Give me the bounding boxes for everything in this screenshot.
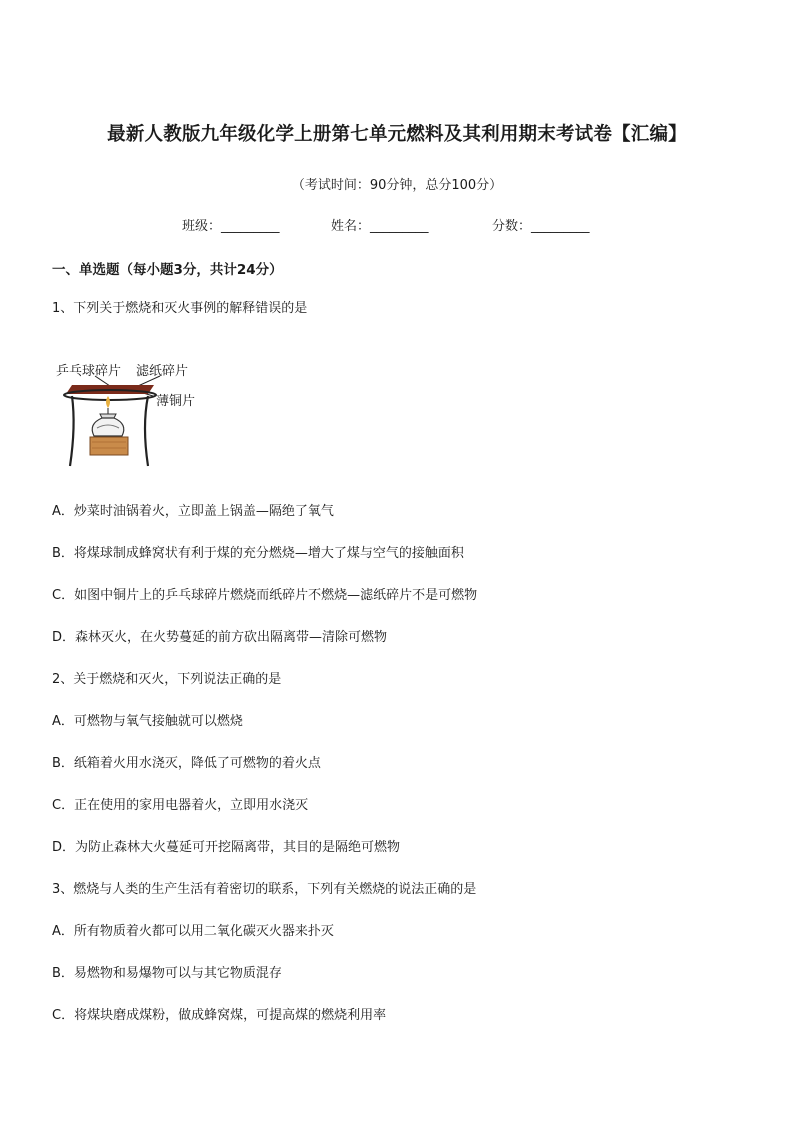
tripod-burner-drawing [50,356,230,476]
question-1-stem: 1、下列关于燃烧和灭火事例的解释错误的是 [52,301,308,316]
exam-title: 最新人教版九年级化学上册第七单元燃料及其利用期末考试卷【汇编】 [107,124,687,145]
lamp-neck [100,414,116,418]
tripod-leg-left [70,396,74,466]
question-2-option-a: A．可燃物与氧气接触就可以燃烧 [52,714,243,729]
pointer-line-right [138,376,160,386]
wooden-block [90,437,128,455]
figure-label-filter-paper: 滤纸碎片 [136,364,189,379]
section-heading: 一、单选题（每小题3分，共计24分） [52,262,283,278]
score-field: 分数：_________ [492,219,590,234]
question-2-stem: 2、关于燃烧和灭火，下列说法正确的是 [52,672,282,687]
question-1-option-b: B．将煤球制成蜂窝状有利于煤的充分燃烧—增大了煤与空气的接触面积 [52,546,464,561]
flame [106,396,110,408]
lamp-body [92,418,124,436]
question-3-option-b: B．易燃物和易爆物可以与其它物质混存 [52,966,282,981]
figure-label-pingpong: 乒乓球碎片 [56,364,122,379]
combustion-figure [50,356,230,476]
question-1-option-a: A．炒菜时油锅着火，立即盖上锅盖—隔绝了氧气 [52,504,334,519]
name-field: 姓名：_________ [331,219,429,234]
question-1-option-d: D．森林灭火，在火势蔓延的前方砍出隔离带—清除可燃物 [52,630,388,645]
question-1-option-c: C．如图中铜片上的乒乓球碎片燃烧而纸碎片不燃烧—滤纸碎片不是可燃物 [52,588,478,603]
question-2-option-c: C．正在使用的家用电器着火，立即用水浇灭 [52,798,309,813]
question-3-option-c: C．将煤块磨成煤粉，做成蜂窝煤，可提高煤的燃烧利用率 [52,1008,387,1023]
question-3-option-a: A．所有物质着火都可以用二氧化碳灭火器来扑灭 [52,924,334,939]
question-2-option-b: B．纸箱着火用水浇灭，降低了可燃物的着火点 [52,756,321,771]
tripod-leg-right [145,396,148,466]
figure-label-copper: 薄铜片 [156,394,196,409]
question-2-option-d: D．为防止森林大火蔓延可开挖隔离带，其目的是隔绝可燃物 [52,840,401,855]
pointer-line-left [95,376,110,386]
exam-subtitle: （考试时间：90分钟，总分100分） [291,178,503,193]
class-field: 班级：_________ [182,219,280,234]
question-3-stem: 3、燃烧与人类的生产生活有着密切的联系，下列有关燃烧的说法正确的是 [52,882,477,897]
